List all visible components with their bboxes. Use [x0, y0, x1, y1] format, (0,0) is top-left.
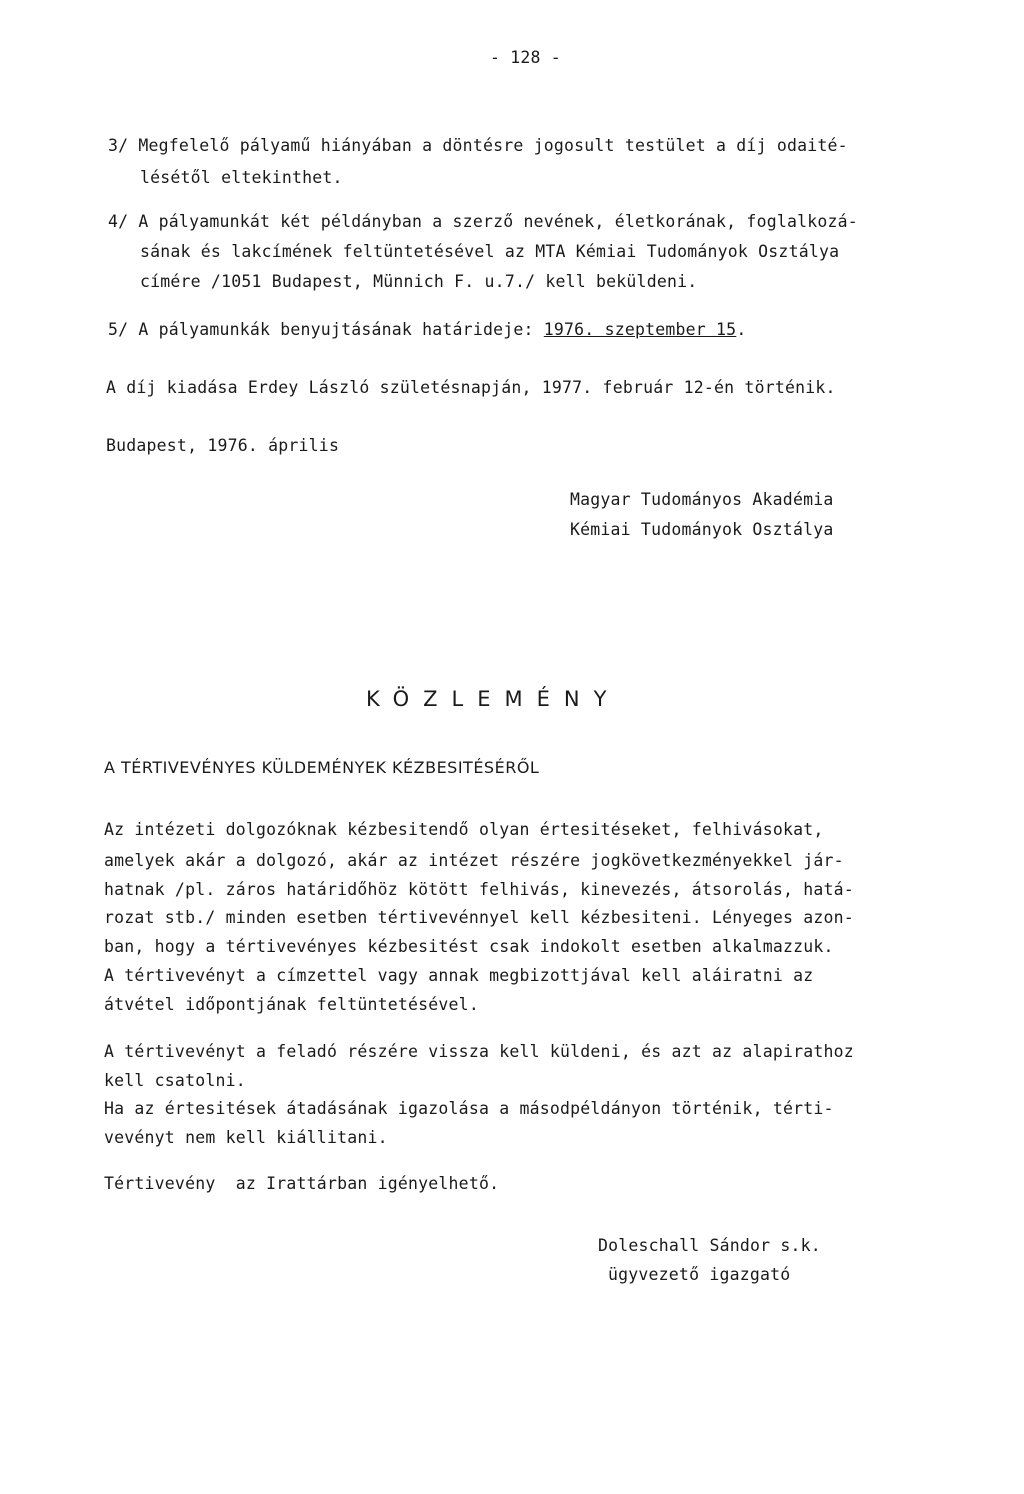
- item5-line: [108, 320, 746, 340]
- issuer-line2: Kémiai Tudományok Osztálya: [570, 520, 834, 539]
- para1-line: rozat stb./ minden esetben tértivevénnyel kell kézbesiteni. Lényeges azon-: [104, 908, 854, 927]
- para2-line: A tértivevényt a feladó részére vissza kell küldeni, és azt az alapirathoz: [104, 1042, 854, 1061]
- item4-line2: sának és lakcímének feltüntetésével az MTA Kémiai Tudományok Osztálya: [140, 242, 840, 261]
- award-line: A díj kiadása Erdey László születésnapján, 1977. február 12-én történik.: [106, 378, 836, 397]
- para1-line: ban, hogy a tértivevényes kézbesitést csak indokolt esetben alkalmazzuk.: [104, 937, 834, 956]
- issuer-line1: Magyar Tudományos Akadémia: [570, 490, 834, 509]
- place-date: Budapest, 1976. április: [106, 436, 340, 455]
- announcement-title: KÖZLEMÉNY: [366, 687, 621, 711]
- signature-title: ügyvezető igazgató: [608, 1265, 791, 1284]
- item4-line1: 4/ A pályamunkát két példányban a szerző nevének, életkorának, foglalkozá-: [108, 212, 858, 231]
- para1-line: hatnak /pl. záros határidőhöz kötött felhivás, kinevezés, átsorolás, hatá-: [104, 880, 854, 899]
- para4-line: Tértivevény az Irattárban igényelhető.: [104, 1174, 500, 1193]
- page-number: - 128 -: [490, 48, 561, 67]
- item5-deadline: 1976. szeptember 15: [543, 320, 737, 339]
- announcement-subtitle: A TÉRTIVEVÉNYES KÜLDEMÉNYEK KÉZBESITÉSÉRŐL: [104, 758, 540, 777]
- para3-line: Ha az értesitések átadásának igazolása a másodpéldányon történik, térti-: [104, 1099, 834, 1118]
- signature-name: Doleschall Sándor s.k.: [598, 1236, 821, 1255]
- para3-line: vevényt nem kell kiállitani.: [104, 1128, 388, 1147]
- para1-line: átvétel időpontjának feltüntetésével.: [104, 995, 479, 1014]
- item5-suffix: .: [736, 320, 747, 339]
- item3-line2: lésétől eltekinthet.: [140, 168, 343, 187]
- item5-prefix: 5/ A pályamunkák benyujtásának határideje:: [108, 320, 544, 339]
- para1-line: Az intézeti dolgozóknak kézbesitendő olyan értesitéseket, felhivásokat,: [104, 820, 824, 839]
- item3-line1: 3/ Megfelelő pályamű hiányában a döntésre jogosult testület a díj odaité-: [108, 136, 848, 155]
- para1-line: A tértivevényt a címzettel vagy annak megbizottjával kell aláiratni az: [104, 966, 814, 985]
- para1-line: amelyek akár a dolgozó, akár az intézet részére jogkövetkezményekkel jár-: [104, 851, 844, 870]
- item4-line3: címére /1051 Budapest, Münnich F. u.7./ kell beküldeni.: [140, 272, 698, 291]
- para2-line: kell csatolni.: [104, 1071, 246, 1090]
